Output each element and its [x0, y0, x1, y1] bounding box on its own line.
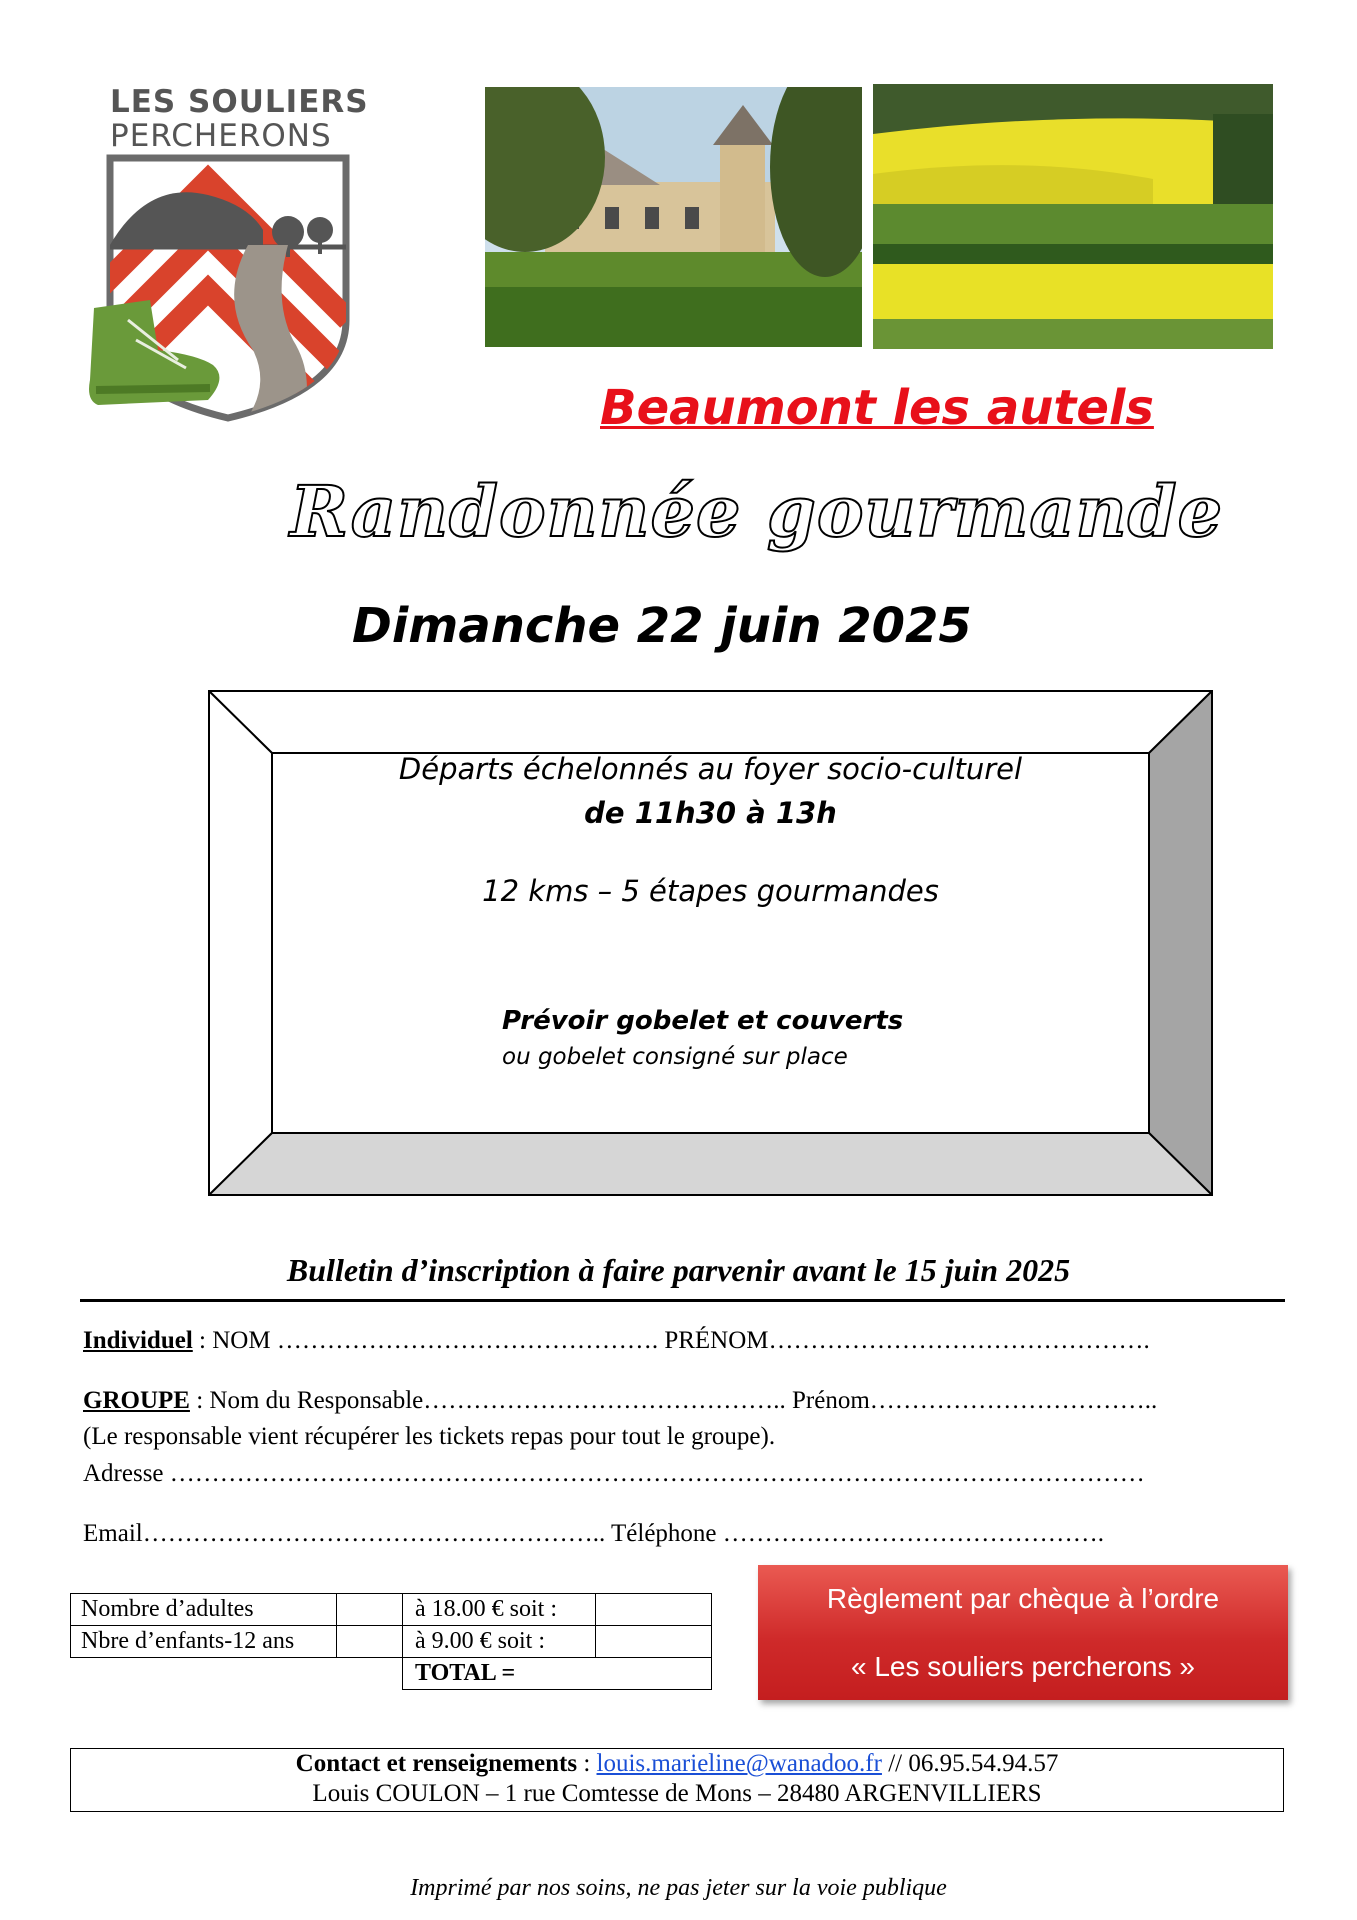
footer-note: Imprimé par nos soins, ne pas jeter sur la voie publique	[410, 1875, 947, 1901]
individual-row	[83, 1327, 1150, 1355]
event-title: Randonnée gourmande	[290, 470, 1224, 553]
event-date: Dimanche 22 juin 2025	[352, 598, 972, 654]
group-fields[interactable]: : Nom du Responsable…………………………………….. Prénom……………………………..	[189, 1387, 1158, 1414]
distance-stages: 12 kms – 5 étapes gourmandes	[482, 874, 939, 908]
individual-label: Individuel	[83, 1327, 193, 1354]
children-amount-cell[interactable]	[596, 1626, 712, 1658]
info-box	[273, 752, 1148, 908]
bring-cup-note: Prévoir gobelet et couverts	[502, 1006, 904, 1036]
payment-box	[758, 1565, 1288, 1700]
contact-separator: :	[577, 1750, 597, 1777]
table-row	[71, 1626, 712, 1658]
table-row	[71, 1658, 712, 1690]
contact-phone: // 06.95.54.94.57	[881, 1750, 1059, 1777]
children-count-cell[interactable]	[337, 1626, 403, 1658]
payment-line1: Règlement par chèque à l’ordre	[826, 1583, 1220, 1614]
email-phone-fields[interactable]: Email……………………………………………….. Téléphone ……………………………………….	[83, 1520, 1105, 1547]
adults-label: Nombre d’adultes	[71, 1594, 337, 1626]
group-label: GROUPE	[83, 1387, 190, 1414]
logo-title-line1: LES SOULIERS	[110, 84, 369, 120]
contact-box	[70, 1748, 1284, 1812]
tariff-table	[70, 1593, 712, 1690]
adults-count-cell[interactable]	[337, 1594, 403, 1626]
hiking-boot-shield-icon	[88, 150, 363, 430]
city-heading: Beaumont les autels	[600, 380, 1154, 436]
address-field[interactable]: Adresse ………………………………………………………………………………………………………	[83, 1460, 1145, 1487]
table-row	[71, 1594, 712, 1626]
payment-line2: « Les souliers percherons »	[851, 1651, 1195, 1682]
individual-fields[interactable]: : NOM ………………………………………. PRÉNOM……………………………………….	[192, 1327, 1150, 1354]
registration-heading: Bulletin d’inscription à faire parvenir avant le 15 juin 2025	[286, 1252, 1071, 1288]
total-label: TOTAL =	[403, 1658, 712, 1690]
contact-email-link[interactable]: louis.marieline@wanadoo.fr	[596, 1750, 882, 1777]
divider	[80, 1299, 1285, 1302]
adults-amount-cell[interactable]	[596, 1594, 712, 1626]
group-row	[83, 1387, 1157, 1415]
departure-location: Départs échelonnés au foyer socio-culturel	[398, 752, 1023, 786]
contact-address: Louis COULON – 1 rue Comtesse de Mons – 28480 ARGENVILLIERS	[312, 1780, 1042, 1807]
departure-time: de 11h30 à 13h	[584, 796, 837, 830]
children-price: à 9.00 € soit :	[403, 1626, 596, 1658]
group-note: (Le responsable vient récupérer les tickets repas pour tout le groupe).	[83, 1423, 776, 1450]
children-label: Nbre d’enfants-12 ans	[71, 1626, 337, 1658]
chateau-photo	[485, 87, 862, 347]
rapeseed-field-photo	[873, 84, 1273, 349]
logo-title-line2: PERCHERONS	[110, 118, 332, 154]
adults-price: à 18.00 € soit :	[403, 1594, 596, 1626]
contact-label: Contact et renseignements	[295, 1750, 578, 1777]
cup-deposit-note: ou gobelet consigné sur place	[502, 1044, 848, 1070]
